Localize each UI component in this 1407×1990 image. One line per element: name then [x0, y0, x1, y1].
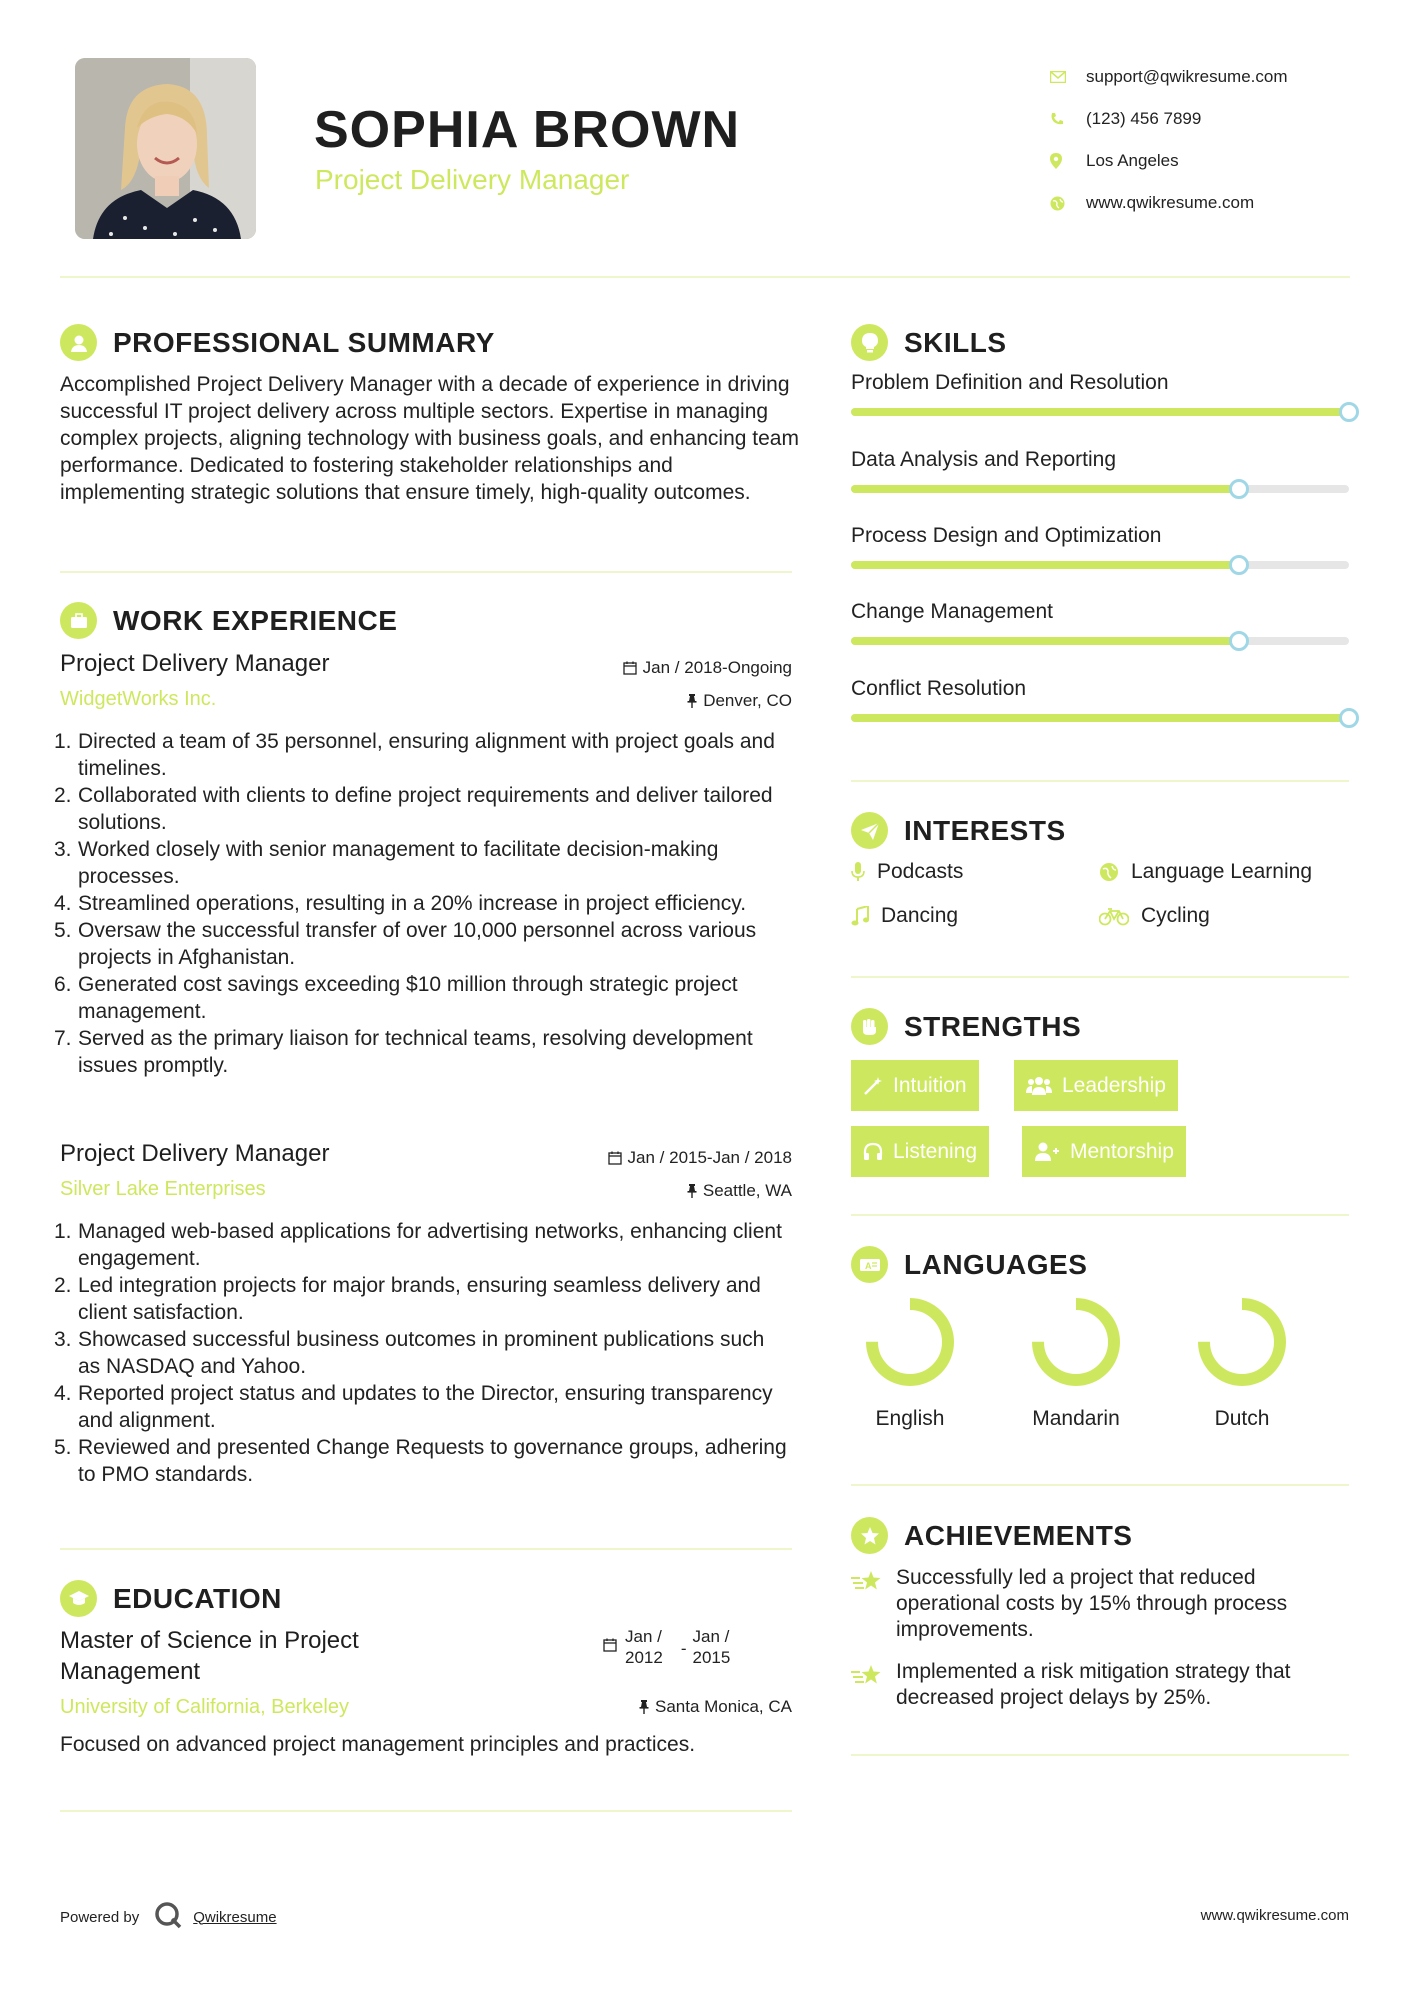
interests-header [851, 812, 1066, 849]
strengths-divider [851, 1214, 1349, 1216]
education-divider [60, 1810, 792, 1812]
school-name: University of California, Berkeley [60, 1696, 349, 1718]
strengths-header [851, 1008, 1081, 1045]
skill-name: Data Analysis and Reporting [851, 448, 1116, 471]
job-title: Project Delivery Manager [60, 1140, 330, 1167]
candidate-name: SOPHIA BROWN [314, 101, 741, 159]
calendar-icon [608, 1151, 622, 1165]
skill-knob [1339, 708, 1359, 728]
education-description: Focused on advanced project management principles and practices. [60, 1733, 696, 1756]
envelope-icon [1050, 71, 1086, 83]
strength-chip [1022, 1126, 1186, 1177]
strength-chip [851, 1060, 979, 1111]
profile-photo [75, 58, 256, 239]
calendar-icon [603, 1638, 617, 1652]
language-ring-arc [872, 1304, 948, 1380]
pushpin-icon [639, 1700, 649, 1714]
skill-bar [851, 485, 1349, 493]
headphones-icon [863, 1142, 883, 1162]
language-icon [851, 1246, 888, 1283]
degree-title: Master of Science in Project Management [60, 1627, 359, 1685]
language-ring [863, 1295, 957, 1389]
list-item: 5. Reviewed and presented Change Requests to governance groups, adhering to PMO standards. [54, 1436, 787, 1486]
list-item: 1. Managed web-based applications for advertising networks, enhancing client engagement. [54, 1220, 782, 1270]
strength-label: Intuition [893, 1073, 967, 1097]
lightbulb-icon [851, 324, 888, 361]
languages-header [851, 1246, 1087, 1283]
skill-knob [1339, 402, 1359, 422]
job-dates [623, 658, 792, 678]
education-location-text: Santa Monica, CA [654, 1697, 792, 1716]
skill-name: Change Management [851, 600, 1053, 623]
contact-phone-text: (123) 456 7899 [1086, 109, 1202, 128]
experience-divider [60, 1548, 792, 1550]
job-entry [54, 650, 792, 1110]
contact-website-text: www.qwikresume.com [1086, 193, 1255, 212]
language-name: English [875, 1407, 945, 1430]
header-divider [60, 276, 1350, 278]
skill-bar-fill [851, 561, 1239, 569]
contact-phone[interactable] [1050, 98, 1380, 140]
job-dates-text: Jan / 2018-Ongoing [642, 658, 792, 677]
language-item [1016, 1295, 1136, 1431]
skills-header [851, 324, 1007, 361]
language-ring [1195, 1295, 1289, 1389]
list-item: 3. Worked closely with senior management to facilitate decision-making processes. [54, 838, 719, 888]
svg-text:A: A [864, 1260, 871, 1271]
job-title: Project Delivery Manager [60, 650, 330, 677]
interest-label: Podcasts [877, 860, 964, 883]
strength-label: Mentorship [1070, 1139, 1174, 1163]
interests-heading: INTERESTS [904, 814, 1066, 846]
pushpin-icon [687, 694, 697, 708]
skills-heading: SKILLS [904, 326, 1007, 358]
globe-icon [1050, 196, 1086, 211]
interest-item [1099, 904, 1210, 928]
interest-item [851, 904, 958, 928]
skill-bar-fill [851, 485, 1239, 493]
list-item: 3. Showcased successful business outcomes in prominent publications such as NASDAQ and Yahoo. [54, 1328, 765, 1378]
skill-bar [851, 408, 1349, 416]
skill-item [851, 677, 1351, 701]
education-location [639, 1697, 792, 1717]
candidate-title: Project Delivery Manager [315, 164, 630, 195]
job-location-text: Seattle, WA [702, 1181, 792, 1200]
list-item: 4. Reported project status and updates to the Director, ensuring transparency and alignment. [54, 1382, 773, 1432]
list-item: 2. Collaborated with clients to define project requirements and deliver tailored solutions. [54, 784, 773, 834]
achievement-text: Successfully led a project that reduced operational costs by 15% through process improvements. [896, 1566, 1288, 1641]
contact-location [1050, 140, 1380, 182]
job-bullet-list [54, 728, 792, 1079]
language-item [1182, 1295, 1302, 1431]
footer-powered-by [60, 1900, 277, 1934]
job-location-text: Denver, CO [703, 691, 792, 710]
interest-label: Cycling [1141, 904, 1210, 927]
qwikresume-link[interactable]: Qwikresume [193, 1908, 277, 1926]
job-company: Silver Lake Enterprises [60, 1178, 266, 1200]
interests-divider [851, 976, 1349, 978]
date-separator: - [680, 1639, 687, 1658]
job-bullet-list [54, 1218, 792, 1488]
experience-heading: WORK EXPERIENCE [113, 604, 398, 636]
qwikresume-logo-icon [153, 1900, 183, 1934]
achievements-heading: ACHIEVEMENTS [904, 1519, 1133, 1551]
job-location [687, 1181, 792, 1201]
list-item: 7. Served as the primary liaison for technical teams, resolving development issues promptly. [54, 1027, 753, 1077]
interest-item [851, 860, 963, 884]
education-dates [603, 1626, 730, 1668]
user-icon [60, 324, 97, 361]
skills-divider [851, 780, 1349, 782]
paper-plane-icon [851, 812, 888, 849]
portrait-image [75, 58, 256, 239]
languages-divider [851, 1484, 1349, 1486]
language-ring-arc [1038, 1304, 1114, 1380]
job-location [687, 691, 792, 711]
strength-label: Listening [893, 1139, 978, 1163]
graduation-cap-icon [60, 1580, 97, 1617]
contact-email[interactable] [1050, 56, 1380, 98]
contact-list [1050, 56, 1380, 224]
user-plus-icon [1034, 1142, 1060, 1162]
job-dates-text: Jan / 2015-Jan / 2018 [627, 1148, 792, 1167]
language-name: Mandarin [1032, 1407, 1120, 1430]
education-heading: EDUCATION [113, 1582, 282, 1614]
interest-item [1099, 860, 1312, 884]
interest-label: Language Learning [1131, 860, 1313, 883]
skill-item [851, 448, 1351, 472]
summary-header [60, 324, 495, 361]
skill-bar [851, 561, 1349, 569]
language-item [850, 1295, 970, 1431]
users-icon [1026, 1076, 1052, 1096]
contact-email-text: support@qwikresume.com [1086, 67, 1288, 86]
experience-header [60, 602, 397, 639]
strengths-heading: STRENGTHS [904, 1010, 1082, 1042]
bicycle-icon [1099, 906, 1129, 926]
pushpin-icon [687, 1184, 697, 1198]
strength-label: Leadership [1062, 1073, 1166, 1097]
summary-text: Accomplished Project Delivery Manager with a decade of experience in driving successful IT project delivery across multiple sectors. Expertise in managing complex projects, aligning technology with business goals, and enhancing team performance. Dedicated to fostering stakeholder relationships and implementing strategic solutions that ensure timely, high-quality outcomes. [60, 373, 799, 504]
skill-item [851, 371, 1351, 395]
achievements-header [851, 1517, 1132, 1554]
contact-location-text: Los Angeles [1086, 151, 1179, 170]
list-item: 1. Directed a team of 35 personnel, ensuring alignment with project goals and timelines. [54, 730, 775, 780]
language-ring [1029, 1295, 1123, 1389]
calendar-icon [623, 661, 637, 675]
summary-heading: PROFESSIONAL SUMMARY [113, 326, 495, 358]
list-item: 2. Led integration projects for major brands, ensuring seamless delivery and client satisfaction. [54, 1274, 761, 1324]
skill-bar [851, 714, 1349, 722]
skill-knob [1229, 479, 1249, 499]
list-item: 4. Streamlined operations, resulting in a 20% increase in project efficiency. [54, 892, 747, 915]
skill-item [851, 600, 1351, 624]
shooting-star-icon [851, 1569, 885, 1600]
list-item: 5. Oversaw the successful transfer of over 10,000 personnel across various projects in Afghanistan. [54, 919, 757, 969]
footer-url[interactable]: www.qwikresume.com [1200, 1907, 1349, 1924]
achievements-divider [851, 1754, 1349, 1756]
skill-item [851, 524, 1351, 548]
magic-wand-icon [863, 1076, 883, 1096]
skill-knob [1229, 555, 1249, 575]
job-entry [54, 1140, 792, 1520]
star-badge-icon [851, 1517, 888, 1554]
education-end-date: Jan / 2015 [692, 1627, 731, 1667]
globe-icon [1099, 862, 1119, 882]
skill-name: Conflict Resolution [851, 677, 1027, 700]
fist-icon [851, 1008, 888, 1045]
microphone-icon [851, 862, 865, 882]
briefcase-icon [60, 602, 97, 639]
language-name: Dutch [1214, 1407, 1270, 1430]
skill-bar [851, 637, 1349, 645]
education-start-date: Jan / 2012 [625, 1627, 663, 1667]
job-dates [608, 1148, 792, 1168]
language-ring-arc [1204, 1304, 1280, 1380]
summary-divider [60, 571, 792, 573]
achievement-item [851, 1565, 1351, 1643]
powered-by-label: Powered by [60, 1908, 140, 1926]
shooting-star-icon [851, 1663, 885, 1694]
achievement-item [851, 1659, 1351, 1711]
job-company: WidgetWorks Inc. [60, 688, 217, 710]
list-item: 6. Generated cost savings exceeding $10 million through strategic project management. [54, 973, 738, 1023]
skill-bar-fill [851, 714, 1349, 722]
skill-name: Process Design and Optimization [851, 524, 1162, 547]
languages-heading: LANGUAGES [904, 1248, 1088, 1280]
phone-icon [1050, 112, 1086, 126]
music-note-icon [851, 906, 869, 926]
map-pin-icon [1050, 153, 1086, 169]
skill-name: Problem Definition and Resolution [851, 371, 1169, 394]
skill-knob [1229, 631, 1249, 651]
contact-website[interactable] [1050, 182, 1380, 224]
achievement-text: Implemented a risk mitigation strategy that decreased project delays by 25%. [896, 1660, 1291, 1709]
strength-chip [1014, 1060, 1178, 1111]
education-header [60, 1580, 282, 1617]
interest-label: Dancing [881, 904, 959, 927]
skill-bar-fill [851, 408, 1349, 416]
strength-chip [851, 1126, 989, 1177]
skill-bar-fill [851, 637, 1239, 645]
